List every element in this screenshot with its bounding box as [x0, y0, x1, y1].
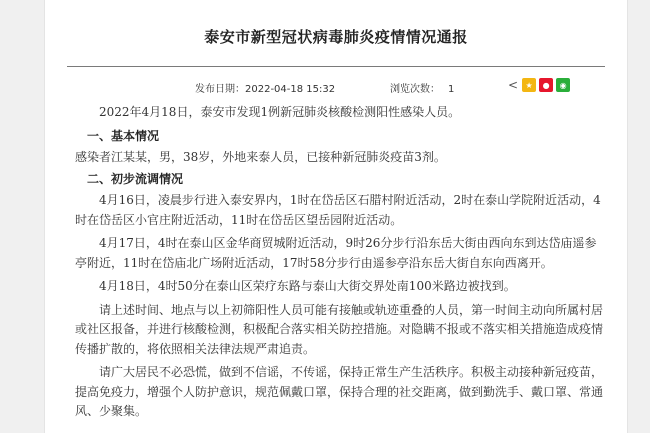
case-info-paragraph: 感染者江某某，男，38岁，外地来泰人员，已接种新冠肺炎疫苗3剂。 — [75, 150, 446, 164]
qzone-icon[interactable]: ★ — [522, 78, 536, 92]
advice-paragraph: 请广大居民不必恐慌，做到不信谣，不传谣，保持正常生产生活秩序。积极主动接种新冠疫苗，提高免疫力，增强个人防护意识，规范佩戴口罩，保持合理的社交距离，做到勤洗手、戴口罩、常通风、少聚集。 — [75, 365, 604, 418]
view-count-value: 1 — [448, 84, 455, 95]
article-title: 泰安市新型冠状病毒肺炎疫情情况通报 — [204, 28, 468, 46]
section-heading-basic: 一、基本情况 — [87, 128, 160, 143]
share-bar — [508, 78, 570, 92]
section-heading-trace: 二、初步流调情况 — [87, 171, 184, 186]
publish-date-label: 发布日期： — [195, 84, 245, 95]
notice-paragraph: 请上述时间、地点与以上初筛阳性人员可能有接触或轨迹重叠的人员，第一时间主动向所属村居或社区报备，并进行核酸检测，积极配合落实相关防控措施。对隐瞒不报或不落实相关措施造成疫情传播扩散的，将依照相关法律法规严肃追责。 — [75, 302, 604, 356]
trace-paragraph-apr16: 4月16日，凌晨步行进入泰安界内，1时在岱岳区石腊村附近活动，2时在泰山学院附近活动，4时在岱岳区小官庄附近活动，11时在岱岳区望岳园附近活动。 — [75, 193, 601, 227]
trace-paragraph-apr17: 4月17日，4时在泰山区金华商贸城附近活动，9时26分步行沿东岳大街由西向东到达岱庙遥参亭附近，11时在岱庙北广场附近活动，17时58分步行由遥参亭沿东岳大街自东向西离开。 — [75, 236, 597, 270]
view-count — [390, 80, 454, 95]
view-count-label: 浏览次数： — [390, 84, 440, 95]
share-icon[interactable]: < — [508, 78, 519, 92]
article-body — [75, 103, 603, 426]
title-divider — [67, 66, 605, 67]
publish-date-value: 2022-04-18 15:32 — [245, 84, 336, 95]
publish-date — [195, 80, 335, 95]
intro-paragraph: 2022年4月18日，泰安市发现1例新冠肺炎核酸检测阳性感染人员。 — [99, 105, 461, 119]
trace-paragraph-apr18: 4月18日，4时50分在泰山区荣疗东路与泰山大街交界处南100米路边被找到。 — [99, 279, 516, 293]
article-page — [44, 0, 628, 433]
weibo-icon[interactable]: ● — [539, 78, 553, 92]
wechat-icon[interactable]: ◉ — [556, 78, 570, 92]
